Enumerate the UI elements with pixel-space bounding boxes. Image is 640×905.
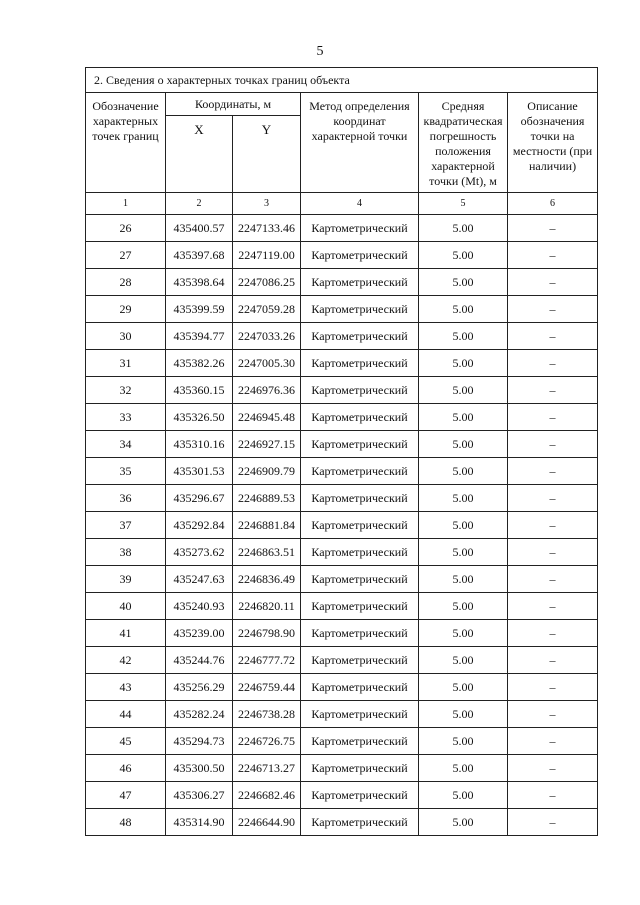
coord-y-cell: 2246682.46: [233, 782, 301, 809]
table-row: [86, 620, 598, 647]
table-row: [86, 350, 598, 377]
point-number-cell: 32: [86, 377, 166, 404]
coord-x-cell: 435360.15: [166, 377, 233, 404]
accuracy-cell: 5.00: [419, 350, 508, 377]
coord-y-cell: 2246976.36: [233, 377, 301, 404]
column-number: 3: [233, 193, 301, 215]
coord-x-cell: 435292.84: [166, 512, 233, 539]
point-number-cell: 48: [86, 809, 166, 836]
coord-x-cell: 435256.29: [166, 674, 233, 701]
coord-x-cell: 435306.27: [166, 782, 233, 809]
description-cell: –: [508, 350, 598, 377]
method-cell: Картометрический: [301, 323, 419, 350]
description-cell: –: [508, 485, 598, 512]
point-number-cell: 34: [86, 431, 166, 458]
method-cell: Картометрический: [301, 431, 419, 458]
accuracy-cell: 5.00: [419, 674, 508, 701]
point-number-cell: 47: [86, 782, 166, 809]
coord-y-cell: 2246726.75: [233, 728, 301, 755]
table-row: [86, 728, 598, 755]
description-cell: –: [508, 593, 598, 620]
table-row: [86, 377, 598, 404]
method-cell: Картометрический: [301, 782, 419, 809]
accuracy-cell: 5.00: [419, 377, 508, 404]
accuracy-cell: 5.00: [419, 485, 508, 512]
description-cell: –: [508, 701, 598, 728]
point-number-cell: 43: [86, 674, 166, 701]
description-cell: –: [508, 782, 598, 809]
table-row: [86, 431, 598, 458]
column-number: 4: [301, 193, 419, 215]
header-y-label: Y: [261, 122, 272, 137]
accuracy-cell: 5.00: [419, 242, 508, 269]
header-coordinates: Координаты, м: [166, 93, 301, 116]
header-x: [166, 116, 233, 193]
table-row: [86, 701, 598, 728]
header-accuracy: Средняя квадратическая погрешность положения характерной точки (Mt), м: [419, 93, 508, 193]
point-number-cell: 44: [86, 701, 166, 728]
table-row: [86, 566, 598, 593]
method-cell: Картометрический: [301, 539, 419, 566]
coord-y-cell: 2246863.51: [233, 539, 301, 566]
table-row: [86, 674, 598, 701]
method-cell: Картометрический: [301, 620, 419, 647]
description-cell: –: [508, 296, 598, 323]
method-cell: Картометрический: [301, 512, 419, 539]
accuracy-cell: 5.00: [419, 809, 508, 836]
section-title: 2. Сведения о характерных точках границ объекта: [86, 68, 598, 93]
accuracy-cell: 5.00: [419, 593, 508, 620]
description-cell: –: [508, 620, 598, 647]
table-row: [86, 242, 598, 269]
coord-x-cell: 435394.77: [166, 323, 233, 350]
description-cell: –: [508, 755, 598, 782]
accuracy-cell: 5.00: [419, 782, 508, 809]
description-cell: –: [508, 647, 598, 674]
header-method: Метод определения координат характерной точки: [301, 93, 419, 193]
coord-x-cell: 435240.93: [166, 593, 233, 620]
point-number-cell: 37: [86, 512, 166, 539]
coord-y-cell: 2246644.90: [233, 809, 301, 836]
coord-y-cell: 2246820.11: [233, 593, 301, 620]
coord-x-cell: 435244.76: [166, 647, 233, 674]
method-cell: Картометрический: [301, 377, 419, 404]
table-row: [86, 323, 598, 350]
table-row: [86, 539, 598, 566]
accuracy-cell: 5.00: [419, 728, 508, 755]
coord-y-cell: 2246881.84: [233, 512, 301, 539]
coord-y-cell: 2246777.72: [233, 647, 301, 674]
coord-y-cell: 2247119.00: [233, 242, 301, 269]
method-cell: Картометрический: [301, 728, 419, 755]
method-cell: Картометрический: [301, 674, 419, 701]
point-number-cell: 35: [86, 458, 166, 485]
method-cell: Картометрический: [301, 755, 419, 782]
coord-y-cell: 2247086.25: [233, 269, 301, 296]
point-number-cell: 40: [86, 593, 166, 620]
coord-x-cell: 435300.50: [166, 755, 233, 782]
coord-x-cell: 435296.67: [166, 485, 233, 512]
column-number: 5: [419, 193, 508, 215]
method-cell: Картометрический: [301, 242, 419, 269]
coord-y-cell: 2247059.28: [233, 296, 301, 323]
accuracy-cell: 5.00: [419, 701, 508, 728]
header-description: Описание обозначения точки на местности (при наличии): [508, 93, 598, 193]
column-number: 1: [86, 193, 166, 215]
coord-x-cell: 435382.26: [166, 350, 233, 377]
method-cell: Картометрический: [301, 701, 419, 728]
description-cell: –: [508, 323, 598, 350]
coord-x-cell: 435273.62: [166, 539, 233, 566]
coord-x-cell: 435282.24: [166, 701, 233, 728]
coord-x-cell: 435239.00: [166, 620, 233, 647]
table-row: [86, 269, 598, 296]
accuracy-cell: 5.00: [419, 323, 508, 350]
table-row: [86, 809, 598, 836]
point-number-cell: 36: [86, 485, 166, 512]
description-cell: –: [508, 566, 598, 593]
description-cell: –: [508, 242, 598, 269]
coord-y-cell: 2246713.27: [233, 755, 301, 782]
method-cell: Картометрический: [301, 593, 419, 620]
page-number: 5: [316, 44, 324, 59]
accuracy-cell: 5.00: [419, 755, 508, 782]
point-number-cell: 31: [86, 350, 166, 377]
coord-y-cell: 2246945.48: [233, 404, 301, 431]
point-number-cell: 28: [86, 269, 166, 296]
description-cell: –: [508, 269, 598, 296]
method-cell: Картометрический: [301, 485, 419, 512]
table-row: [86, 458, 598, 485]
description-cell: –: [508, 539, 598, 566]
table-row: [86, 485, 598, 512]
coord-x-cell: 435398.64: [166, 269, 233, 296]
coord-x-cell: 435294.73: [166, 728, 233, 755]
point-number-cell: 46: [86, 755, 166, 782]
method-cell: Картометрический: [301, 350, 419, 377]
coord-y-cell: 2246927.15: [233, 431, 301, 458]
description-cell: –: [508, 377, 598, 404]
accuracy-cell: 5.00: [419, 458, 508, 485]
column-number: 2: [166, 193, 233, 215]
method-cell: Картометрический: [301, 296, 419, 323]
coord-x-cell: 435247.63: [166, 566, 233, 593]
coord-x-cell: 435326.50: [166, 404, 233, 431]
method-cell: Картометрический: [301, 566, 419, 593]
accuracy-cell: 5.00: [419, 404, 508, 431]
accuracy-cell: 5.00: [419, 539, 508, 566]
point-number-cell: 30: [86, 323, 166, 350]
coord-y-cell: 2246798.90: [233, 620, 301, 647]
description-cell: –: [508, 674, 598, 701]
point-number-cell: 38: [86, 539, 166, 566]
method-cell: Картометрический: [301, 458, 419, 485]
accuracy-cell: 5.00: [419, 647, 508, 674]
accuracy-cell: 5.00: [419, 620, 508, 647]
point-number-cell: 41: [86, 620, 166, 647]
table-row: [86, 404, 598, 431]
accuracy-cell: 5.00: [419, 215, 508, 242]
coord-y-cell: 2247005.30: [233, 350, 301, 377]
table-row: [86, 296, 598, 323]
accuracy-cell: 5.00: [419, 431, 508, 458]
column-number-row: [86, 193, 598, 215]
coord-y-cell: 2246759.44: [233, 674, 301, 701]
accuracy-cell: 5.00: [419, 296, 508, 323]
description-cell: –: [508, 431, 598, 458]
accuracy-cell: 5.00: [419, 566, 508, 593]
accuracy-cell: 5.00: [419, 269, 508, 296]
table-row: [86, 755, 598, 782]
point-number-cell: 39: [86, 566, 166, 593]
header-designation: Обозначение характерных точек границ: [86, 93, 166, 193]
coord-x-cell: 435397.68: [166, 242, 233, 269]
description-cell: –: [508, 458, 598, 485]
table-row: [86, 593, 598, 620]
header-y: [233, 116, 301, 193]
description-cell: –: [508, 215, 598, 242]
table-row: [86, 215, 598, 242]
description-cell: –: [508, 809, 598, 836]
table-row: [86, 782, 598, 809]
description-cell: –: [508, 728, 598, 755]
coord-x-cell: 435314.90: [166, 809, 233, 836]
point-number-cell: 26: [86, 215, 166, 242]
method-cell: Картометрический: [301, 809, 419, 836]
description-cell: –: [508, 512, 598, 539]
coord-y-cell: 2247133.46: [233, 215, 301, 242]
coord-x-cell: 435399.59: [166, 296, 233, 323]
header-x-label: X: [194, 122, 204, 137]
method-cell: Картометрический: [301, 269, 419, 296]
accuracy-cell: 5.00: [419, 512, 508, 539]
description-cell: –: [508, 404, 598, 431]
coord-y-cell: 2246738.28: [233, 701, 301, 728]
column-number: 6: [508, 193, 598, 215]
table-row: [86, 512, 598, 539]
point-number-cell: 45: [86, 728, 166, 755]
coord-x-cell: 435400.57: [166, 215, 233, 242]
point-number-cell: 42: [86, 647, 166, 674]
method-cell: Картометрический: [301, 647, 419, 674]
table-row: [86, 647, 598, 674]
point-number-cell: 27: [86, 242, 166, 269]
method-cell: Картометрический: [301, 404, 419, 431]
method-cell: Картометрический: [301, 215, 419, 242]
coord-y-cell: 2246909.79: [233, 458, 301, 485]
point-number-cell: 33: [86, 404, 166, 431]
coord-y-cell: 2246889.53: [233, 485, 301, 512]
coord-y-cell: 2247033.26: [233, 323, 301, 350]
boundary-points-table: [85, 67, 598, 836]
point-number-cell: 29: [86, 296, 166, 323]
coord-y-cell: 2246836.49: [233, 566, 301, 593]
coord-x-cell: 435301.53: [166, 458, 233, 485]
coord-x-cell: 435310.16: [166, 431, 233, 458]
